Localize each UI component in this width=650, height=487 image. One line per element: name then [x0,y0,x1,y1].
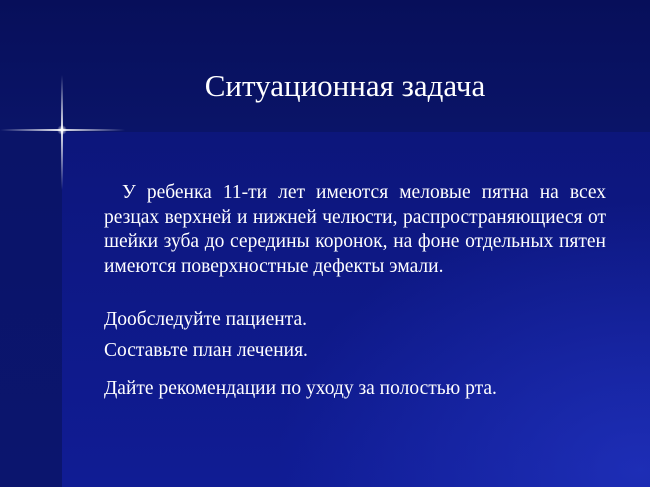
left-band [0,132,62,487]
task-treatment-plan: Составьте план лечения. [104,340,308,361]
task-oral-care-recommendations: Дайте рекомендации по уходу за полостью рта. [104,378,497,399]
sparkle-icon [57,125,67,135]
slide-title: Ситуационная задача [204,68,486,103]
task-examine: Дообследуйте пациента. [104,309,308,330]
case-description: У ребенка 11-ти лет имеются меловые пятна на всех резцах верхней и нижней челюсти, распространяющиеся от шейки зуба до середины коронок, на фоне отдельных пятен имеются поверхностные дефекты эмали. [104,182,606,277]
